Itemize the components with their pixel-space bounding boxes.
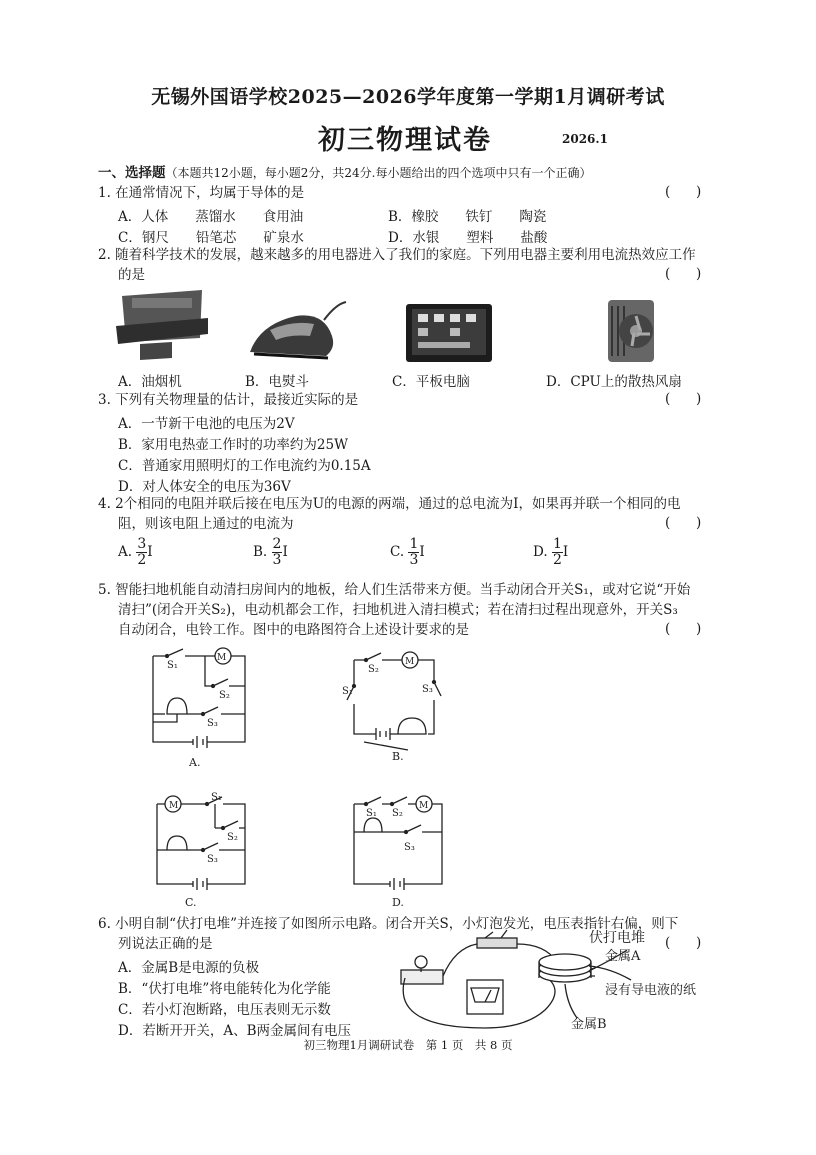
q6-answer-bracket: ( ) bbox=[665, 935, 702, 951]
q4-stem-line1: 4. 2个相同的电阻并联后接在电压为U的电源的两端，通过的总电流为I，如果再并联一个相同的电 bbox=[98, 496, 681, 512]
q1-stem: 1. 在通常情况下，均属于导体的是 bbox=[98, 185, 305, 201]
q4-option-b-unit: I bbox=[282, 544, 288, 560]
section-title: 一、选择题 bbox=[98, 165, 166, 181]
q4-option-d-fraction bbox=[552, 537, 563, 568]
q4-option-c-label: C. bbox=[390, 544, 405, 560]
circuit-d-diagram bbox=[342, 788, 452, 918]
section-note: （本题共12小题，每小题2分，共24分.每小题给出的四个选项中只有一个正确） bbox=[165, 166, 592, 180]
q3-option-d: D．对人体安全的电压为36V bbox=[118, 479, 291, 495]
q4-option-a-unit: I bbox=[147, 544, 153, 560]
voltaic-pile-figure bbox=[395, 928, 715, 1038]
q5-stem-line2: 清扫”(闭合开关S₂)，电动机都会工作，扫地机进入清扫模式；若在清扫过程出现意外，开关S₃ bbox=[118, 602, 678, 618]
electric-iron-image bbox=[240, 294, 350, 366]
circuit-c-diagram bbox=[145, 788, 255, 918]
circuit-b-diagram bbox=[342, 642, 452, 772]
circuit-d-s3-label: S₃ bbox=[404, 842, 415, 853]
circuit-c-s3-label: S₃ bbox=[207, 854, 218, 865]
q6-option-d: D．若断开开关，A、B两金属间有电压 bbox=[118, 1023, 351, 1039]
circuit-c-s2-label: S₂ bbox=[227, 832, 238, 843]
q4-option-c-fraction bbox=[408, 537, 419, 568]
circuit-a-label: A. bbox=[189, 756, 201, 769]
q4-option-d-numerator: 1 bbox=[552, 536, 562, 552]
range-hood-image bbox=[112, 286, 212, 364]
q4-option-c bbox=[390, 537, 425, 568]
q2-option-a: A．油烟机 bbox=[118, 374, 182, 390]
circuit-c-s1-label: S₁ bbox=[211, 792, 222, 803]
q3-stem: 3. 下列有关物理量的估计，最接近实际的是 bbox=[98, 392, 359, 408]
q4-option-a-fraction bbox=[136, 537, 147, 568]
q1-option-d: D．水银 塑料 盐酸 bbox=[388, 230, 548, 246]
circuit-a-s2-label: S₂ bbox=[219, 690, 230, 701]
q4-option-d-unit: I bbox=[562, 544, 569, 560]
q4-option-d bbox=[533, 537, 568, 568]
q4-option-c-numerator: 1 bbox=[409, 536, 419, 552]
q3-option-a: A．一节新干电池的电压为2V bbox=[118, 416, 295, 432]
q2-option-d: D．CPU上的散热风扇 bbox=[546, 374, 682, 390]
page-footer: 初三物理1月调研试卷 第 1 页 共 8 页 bbox=[303, 1038, 513, 1052]
metal-a-label: 金属A bbox=[605, 949, 641, 964]
exam-date: 2026.1 bbox=[562, 132, 608, 146]
metal-b-label: 金属B bbox=[571, 1017, 607, 1032]
q2-option-c: C．平板电脑 bbox=[392, 374, 470, 390]
q4-option-b-fraction bbox=[272, 537, 283, 568]
circuit-b-s3-label: S₃ bbox=[422, 684, 433, 695]
circuit-b-s2-label: S₂ bbox=[368, 664, 379, 675]
q6-option-b: B．“伏打电堆”将电能转化为化学能 bbox=[118, 981, 331, 997]
q4-option-b-numerator: 2 bbox=[272, 536, 282, 552]
school-exam-title: 无锡外国语学校2025—2026学年度第一学期1月调研考试 bbox=[151, 86, 665, 108]
subject-title: 初三物理试卷 bbox=[318, 125, 492, 156]
section-heading bbox=[98, 164, 592, 182]
q4-option-a bbox=[118, 537, 153, 568]
q4-option-a-label: A. bbox=[118, 544, 133, 560]
q1-option-b: B．橡胶 铁钉 陶瓷 bbox=[388, 209, 547, 225]
circuit-d-motor-label: M bbox=[419, 801, 429, 811]
q3-option-c: C．普通家用照明灯的工作电流约为0.15A bbox=[118, 458, 371, 474]
pile-label: 伏打电堆 bbox=[589, 930, 645, 946]
q5-stem-line3: 自动闭合，电铃工作。图中的电路图符合上述设计要求的是 bbox=[118, 622, 469, 638]
q4-option-d-denominator: 2 bbox=[552, 552, 562, 568]
circuit-c-motor-label: M bbox=[169, 801, 179, 811]
q6-option-c: C．若小灯泡断路，电压表则无示数 bbox=[118, 1002, 331, 1018]
q4-option-c-unit: I bbox=[419, 544, 425, 560]
circuit-b-label: B. bbox=[392, 750, 404, 763]
q4-option-b bbox=[253, 537, 288, 568]
circuit-a-s3-label: S₃ bbox=[207, 718, 218, 729]
circuit-b-s1-label: S₁ bbox=[342, 686, 353, 697]
q1-option-c: C．钢尺 铅笔芯 矿泉水 bbox=[118, 230, 304, 246]
q4-stem-line2: 阻，则该电阻上通过的电流为 bbox=[118, 516, 294, 532]
q4-option-c-denominator: 3 bbox=[409, 552, 419, 568]
circuit-d-s1-label: S₁ bbox=[366, 808, 377, 819]
q5-answer-bracket: ( ) bbox=[665, 621, 702, 637]
q1-answer-bracket: ( ) bbox=[665, 184, 702, 200]
q3-option-b: B．家用电热壶工作时的功率约为25W bbox=[118, 437, 348, 453]
cpu-fan-image bbox=[602, 296, 662, 368]
circuit-a-motor-label: M bbox=[217, 653, 227, 663]
circuit-d-s2-label: S₂ bbox=[392, 808, 403, 819]
q4-option-a-numerator: 3 bbox=[137, 536, 147, 552]
q1-option-a: A．人体 蒸馏水 食用油 bbox=[118, 209, 304, 225]
q6-option-a: A．金属B是电源的负极 bbox=[118, 960, 260, 976]
q5-stem-line1: 5. 智能扫地机能自动清扫房间内的地板，给人们生活带来方便。当手动闭合开关S₁，或对它说“开始 bbox=[98, 582, 691, 598]
q4-option-d-label: D. bbox=[533, 544, 548, 560]
circuit-a-labels bbox=[145, 642, 255, 772]
q2-answer-bracket: ( ) bbox=[665, 266, 702, 282]
q3-answer-bracket: ( ) bbox=[665, 391, 702, 407]
circuit-d-label: D. bbox=[392, 896, 404, 909]
q2-option-b: B．电熨斗 bbox=[245, 374, 309, 390]
q2-stem-line2: 的是 bbox=[118, 267, 145, 283]
q4-answer-bracket: ( ) bbox=[665, 515, 702, 531]
circuit-a-s1-label: S₁ bbox=[167, 660, 178, 671]
q6-stem-line1: 6. 小明自制“伏打电堆”并连接了如图所示电路。闭合开关S，小灯泡发光，电压表指针右偏，则下 bbox=[98, 916, 679, 932]
paper-label: 浸有导电液的纸 bbox=[605, 983, 697, 998]
q4-option-b-denominator: 3 bbox=[272, 552, 282, 568]
q4-option-b-label: B. bbox=[253, 544, 268, 560]
circuit-c-label: C. bbox=[185, 896, 197, 909]
tablet-computer-image bbox=[404, 302, 494, 364]
q4-option-a-denominator: 2 bbox=[137, 552, 147, 568]
circuit-b-motor-label: M bbox=[405, 657, 415, 667]
q2-stem-line1: 2. 随着科学技术的发展，越来越多的用电器进入了我们的家庭。下列用电器主要利用电流热效应工作 bbox=[98, 247, 696, 263]
q6-stem-line2: 列说法正确的是 bbox=[118, 936, 213, 952]
